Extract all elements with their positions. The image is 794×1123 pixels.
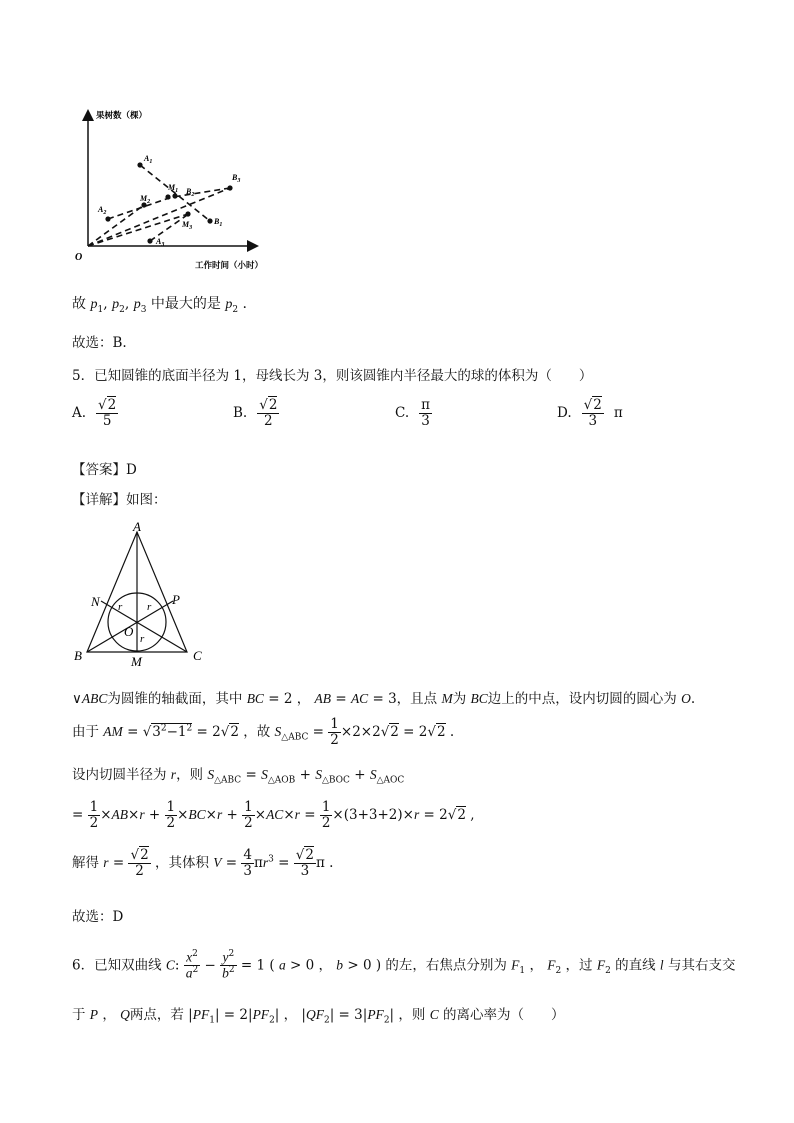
orchard-figure: [60, 100, 290, 275]
point-b3: [227, 185, 232, 190]
point-b1: [207, 218, 212, 223]
point-m1: [165, 194, 170, 199]
q5-option-d: D. $\frac{√2}{3}$ π: [557, 397, 623, 429]
svg-text:r: r: [147, 601, 152, 613]
solution-line-2: 由于 AM = $√3^2-1^2 = 2√2$ ，故 $S_{\triangle ABC}$ = $\frac{1}{2}$ ×2×2√2 = 2√2 .: [72, 716, 455, 748]
svg-text:B2: $B_2$: [186, 187, 195, 198]
point-m3: [185, 211, 190, 216]
q5-option-b: B. $\frac{√2}{2}$: [233, 397, 278, 429]
point-a1: [137, 162, 142, 167]
svg-text:A1: $A_1$: [144, 154, 153, 165]
svg-text:r: r: [118, 601, 123, 613]
q5-option-a: A. $\frac{√2}{5}$: [72, 397, 117, 429]
point-m2: [141, 202, 146, 207]
svg-text:M: M: [131, 654, 142, 669]
q5-option-c: C. $\frac{\pi}{3}$: [395, 397, 431, 429]
q6-stem-2: 于 P ， Q两点，若 $|PF_1| = 2|PF_2|$ ， $|QF_2| = 3|PF_2|$ ，则 C 的离心率为（ ）: [72, 1007, 565, 1026]
solution-line-4: = $\frac{1}{2}$ ×AB×r + $\frac{1}{2}$ ×BC×r + $\frac{1}{2}$ ×AC×r = $\frac{1}{2}$ ×(3+3+2)×r = 2√2 ,: [72, 799, 475, 831]
svg-text:P: P: [172, 592, 180, 607]
origin-label: O: [75, 252, 83, 263]
solution-line-1: ∨ABC为圆锥的轴截面，其中 BC = 2 ， AB = AC = 3，且点 M为 BC边上的中点，设内切圆的圆心为 O.: [72, 691, 696, 707]
point-a3: [147, 238, 152, 243]
svg-text:M1: $M_1$: [168, 183, 179, 194]
svg-text:O: O: [124, 624, 134, 639]
svg-text:M2: $M_2$: [140, 194, 151, 205]
q5-stem: 5．已知圆锥的底面半径为 1，母线长为 3，则该圆锥内半径最大的球的体积为（ ）: [72, 368, 593, 384]
svg-text:A2: $A_2$: [98, 205, 107, 216]
conclusion-line: 故 $p_1$, $p_2$, $p_3$ 中最大的是 $p_2$ .: [72, 296, 248, 315]
svg-text:B1: $B_1$: [214, 217, 223, 228]
point-b2: [172, 193, 177, 198]
svg-text:r: r: [140, 633, 145, 645]
q5-final: 故选：D: [72, 909, 124, 925]
cone-section-figure: [70, 518, 220, 670]
solution-line-5: 解得 r = $\frac{√2}{2}$ ，其体积 V = $\frac{4}{3}$ $\pi r^3$ = $\frac{√2}{3}$ π .: [72, 847, 334, 879]
svg-text:N: N: [91, 594, 100, 609]
y-axis-label: 果树数（棵）: [96, 110, 148, 120]
svg-text:A3: $A_3$: [156, 237, 165, 248]
svg-text:B: B: [74, 648, 82, 663]
q5-detail-intro: 【详解】如图：: [72, 492, 167, 508]
prev-answer: 故选：B.: [72, 335, 127, 351]
point-a2: [105, 216, 110, 221]
solution-line-3: 设内切圆半径为 r，则 $S_{\triangle ABC} = S_{\triangle AOB} + S_{\triangle BOC} + S_{\triangle AOC}$: [72, 767, 405, 786]
q6-stem-1: 6．已知双曲线 C: $\frac{x^2}{a^2}$ − $\frac{y^2}{b^2}$ = 1 ( a > 0 ， b > 0 ) 的左，右焦点分别为 $F_1$ ， $F_2$ ，过 $F_2$ 的直线 l 与其右支交: [72, 949, 736, 981]
svg-text:A: A: [133, 519, 141, 534]
q5-answer: 【答案】D: [72, 462, 137, 478]
svg-text:B3: $B_3$: [232, 173, 241, 184]
svg-text:M3: $M_3$: [182, 220, 193, 231]
x-axis-label: 工作时间（小时）: [195, 260, 264, 270]
svg-text:C: C: [193, 648, 202, 663]
